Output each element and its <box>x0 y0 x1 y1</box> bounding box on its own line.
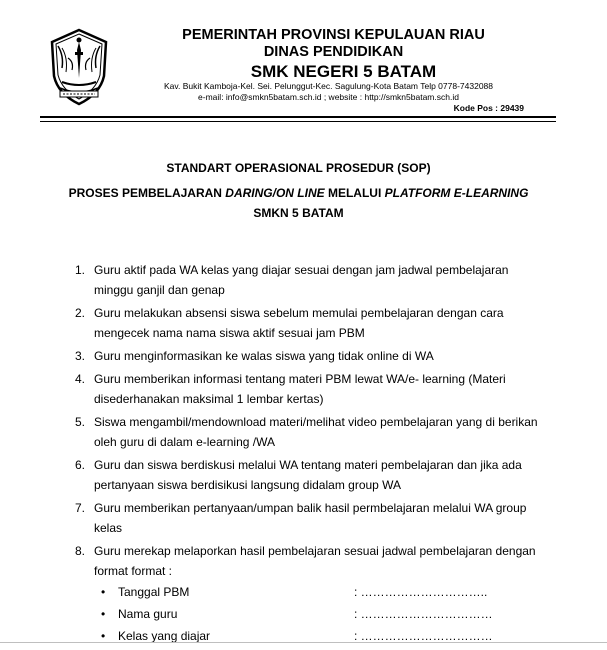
procedure-item <box>72 455 542 495</box>
bullet-icon: • <box>101 607 106 621</box>
field-label: Nama guru <box>118 607 178 621</box>
subtitle-part-d: PLATFORM E-LEARNING <box>384 186 529 200</box>
procedure-item <box>72 260 542 300</box>
field-blank: : …………………………… <box>354 629 493 643</box>
item-number: 6. <box>75 458 86 472</box>
item-text: Guru aktif pada WA kelas yang diajar sesuai dengan jam jadwal pembelajaran minggu ganjil dan genap <box>94 263 509 297</box>
item-text: Guru melakukan absensi siswa sebelum memulai pembelajaran dengan cara mengecek nama nama siswa aktif sesuai jam PBM <box>94 306 504 340</box>
bullet-icon: • <box>101 585 106 599</box>
letterhead-address: Kav. Bukit Kamboja-Kel. Sei. Pelunggut-Kec. Sagulung-Kota Batam Telp 0778-7432088 <box>163 81 494 91</box>
format-field <box>94 603 542 625</box>
item-text: Siswa mengambil/mendownload materi/melihat video pembelajaran yang di berikan oleh guru di dalam e-learning /WA <box>94 415 538 449</box>
document-school-line: SMKN 5 BATAM <box>253 206 344 220</box>
item-text: Guru memberikan informasi tentang materi PBM lewat WA/e- learning (Materi disederhanakan maksimal 1 lembar kertas) <box>94 372 506 406</box>
item-number: 7. <box>75 501 86 515</box>
letterhead-government: PEMERINTAH PROVINSI KEPULAUAN RIAU <box>182 27 485 43</box>
item-text: Guru memberikan pertanyaan/umpan balik hasil permbelajaran melalui WA group kelas <box>94 501 527 535</box>
procedure-item <box>72 369 542 409</box>
subtitle-part-a: PROSES PEMBELAJARAN <box>68 186 226 200</box>
document-subtitle <box>40 186 557 200</box>
item-text: Guru merekap melaporkan hasil pembelajaran sesuai jadwal pembelajaran dengan format format : <box>94 544 536 578</box>
letterhead-rule-thin <box>40 121 556 122</box>
format-field <box>94 625 542 647</box>
field-blank: : …………………………… <box>354 607 493 621</box>
report-format-fields <box>94 581 542 647</box>
item-number: 1. <box>75 263 86 277</box>
letterhead-school-name: SMK NEGERI 5 BATAM <box>250 62 437 81</box>
procedure-item <box>72 346 542 366</box>
field-label: Kelas yang diajar <box>118 629 211 643</box>
item-number: 8. <box>75 544 86 558</box>
procedure-item <box>72 412 542 452</box>
letterhead-rule-thick <box>40 116 556 118</box>
letterhead-contact: e-mail: info@smkn5batam.sch.id ; website : http://smkn5batam.sch.id <box>198 92 459 102</box>
item-number: 2. <box>75 306 86 320</box>
procedure-item <box>72 498 542 538</box>
provincial-crest-logo <box>48 28 110 106</box>
letterhead-postcode: Kode Pos : 29439 <box>453 103 524 113</box>
bullet-icon: • <box>101 629 106 643</box>
subtitle-part-b: DARING/ON LINE <box>225 186 325 200</box>
item-number: 5. <box>75 415 86 429</box>
procedure-item <box>72 303 542 343</box>
field-label: Tanggal PBM <box>118 585 190 599</box>
procedure-item <box>72 541 542 647</box>
item-text: Guru menginformasikan ke walas siswa yang tidak online di WA <box>94 349 434 363</box>
item-text: Guru dan siswa berdiskusi melalui WA tentang materi pembelajaran dan jika ada pertanyaan siswa berdisikusi langsung didalam group WA <box>94 458 522 492</box>
letterhead-department: DINAS PENDIDIKAN <box>263 44 404 60</box>
item-number: 3. <box>75 349 86 363</box>
field-blank: : ………………………….. <box>354 585 488 599</box>
page-edge <box>0 642 607 643</box>
item-number: 4. <box>75 372 86 386</box>
subtitle-part-c: MELALUI <box>324 186 385 200</box>
format-field <box>94 581 542 603</box>
document-title: STANDART OPERASIONAL PROSEDUR (SOP) <box>166 161 431 175</box>
procedure-list <box>72 260 542 650</box>
